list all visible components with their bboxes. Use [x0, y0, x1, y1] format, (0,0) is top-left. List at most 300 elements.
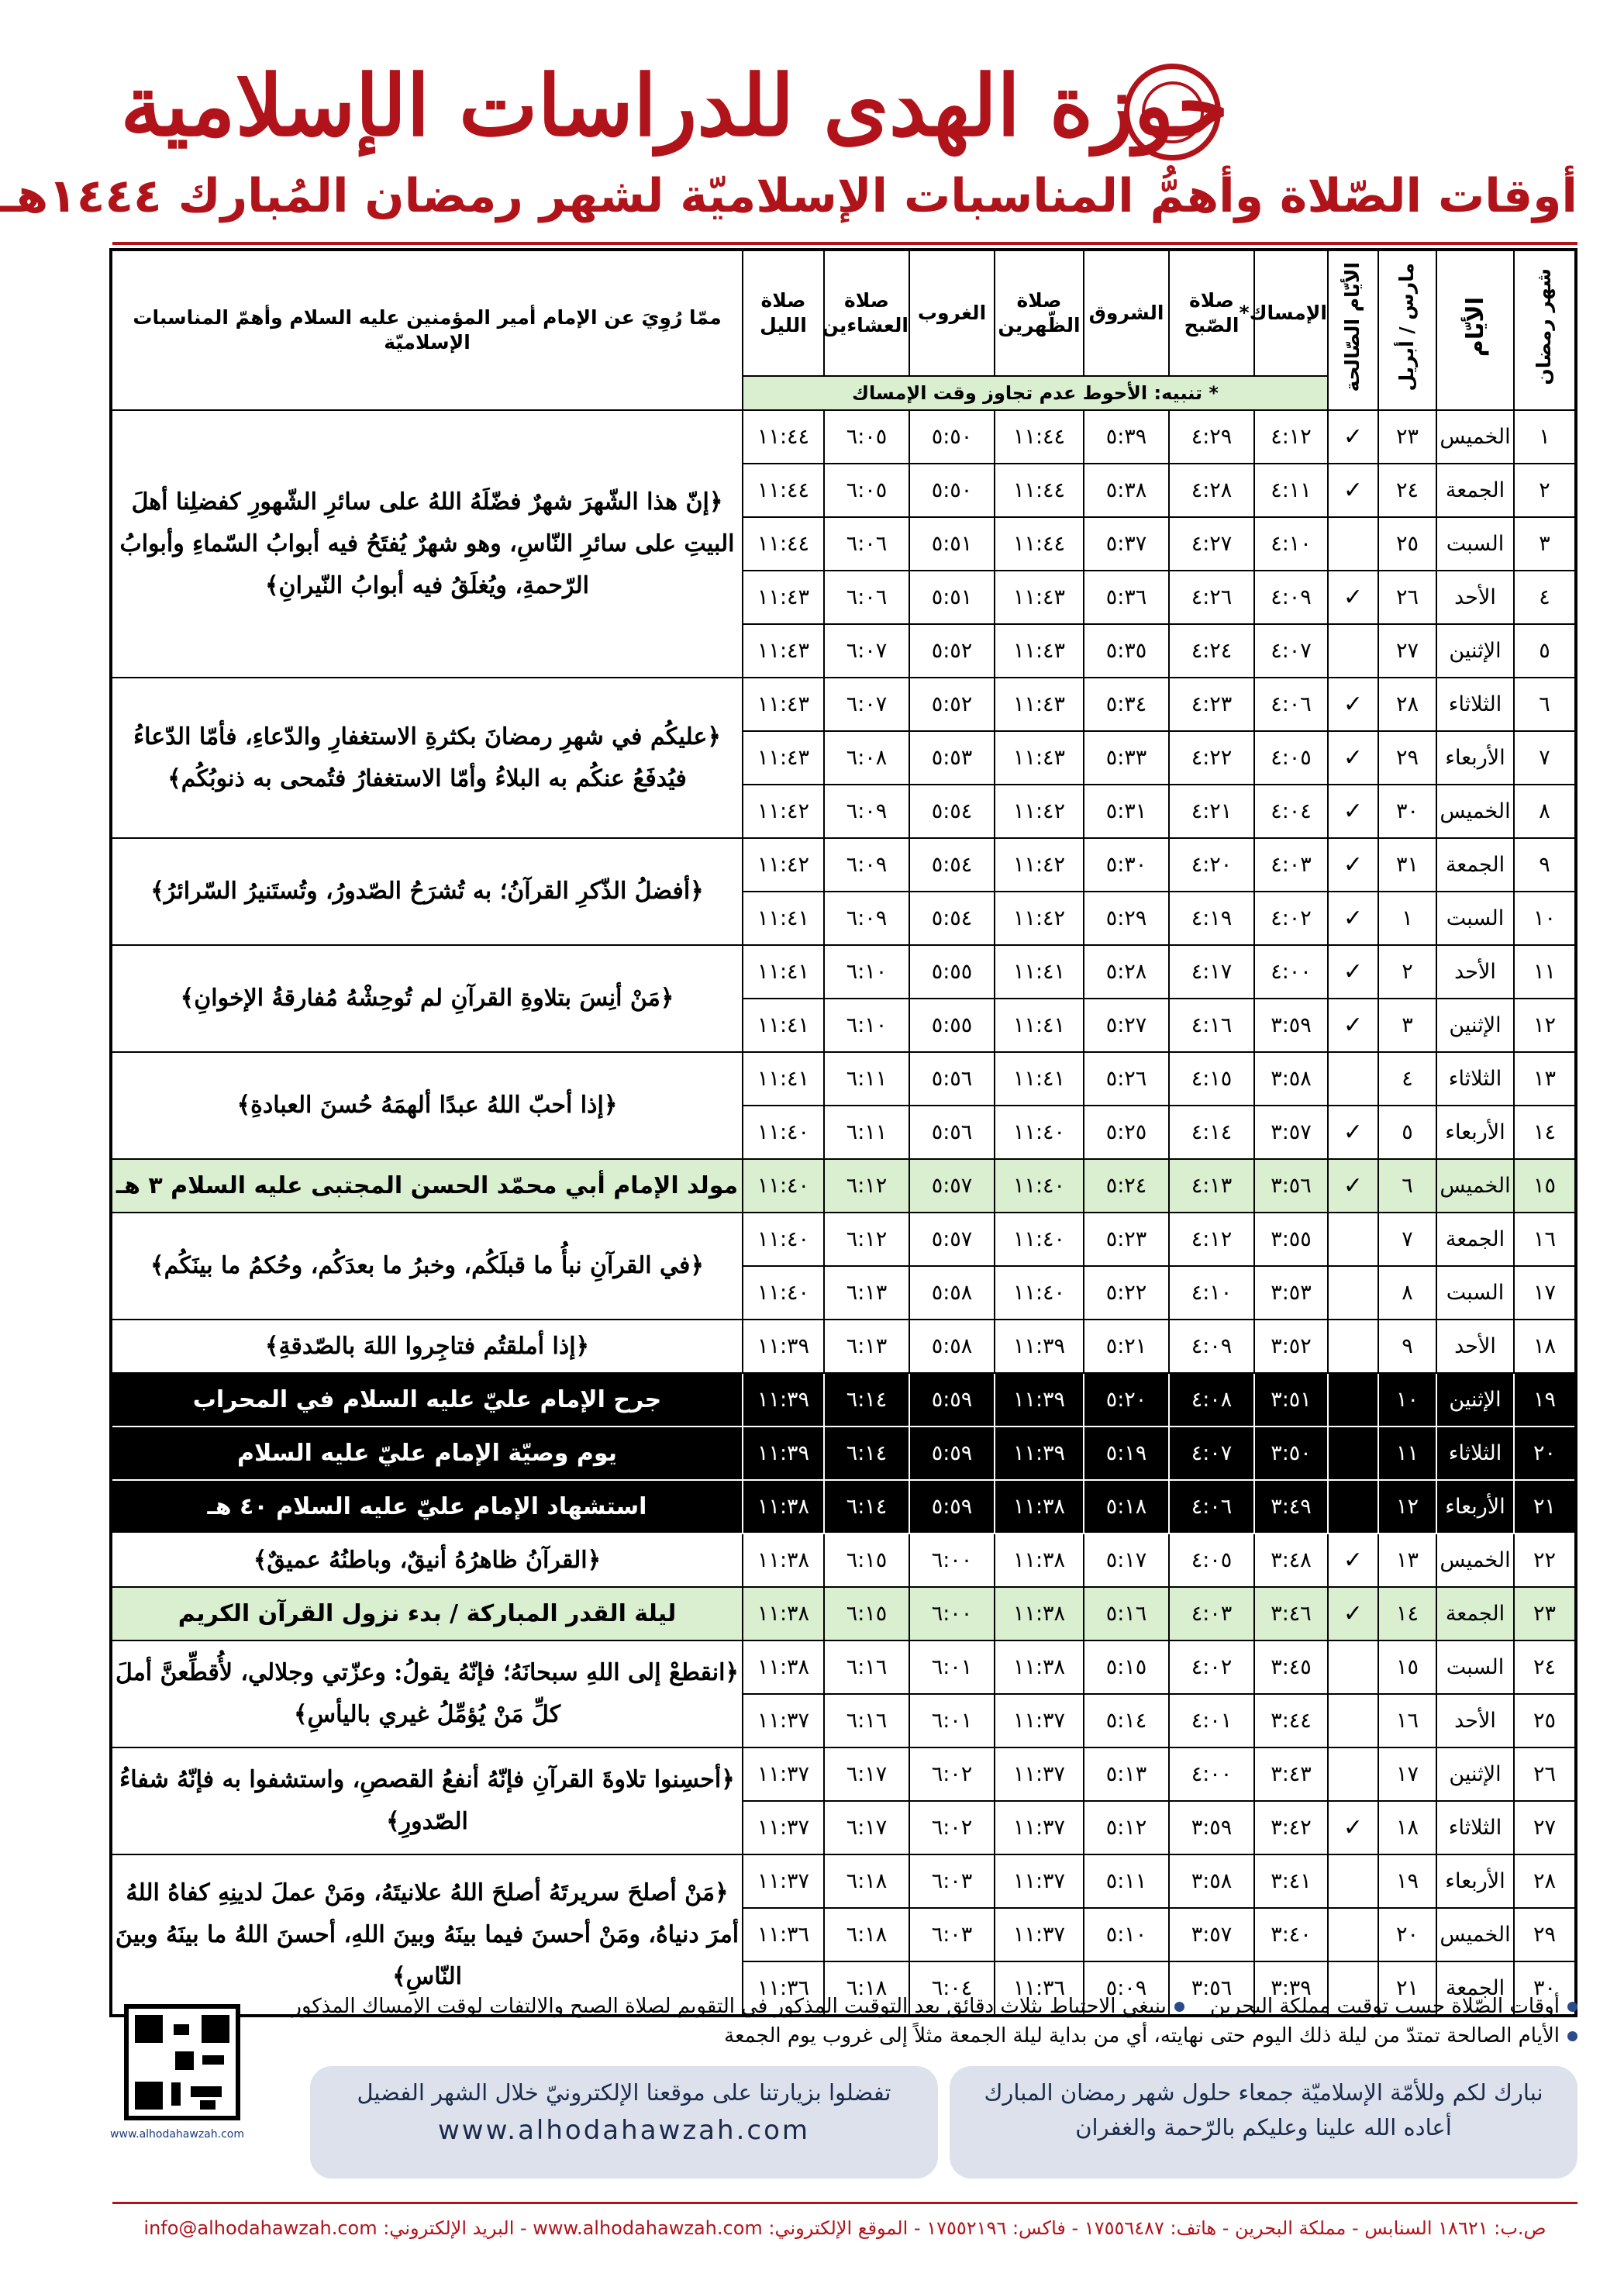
greg-date: ١٩: [1378, 1854, 1436, 1908]
sunrise-time: ٥:١٦: [1084, 1587, 1169, 1640]
header: [66, 23, 1624, 171]
fajr-time: ٤:٠٢: [1169, 1640, 1254, 1694]
imsak-time: ٤:٠٠: [1254, 945, 1328, 999]
dhuhr-time: ١١:٤٠: [995, 1106, 1084, 1159]
sunrise-time: ٥:١٣: [1084, 1747, 1169, 1801]
lail-time: ١١:٤٤: [743, 464, 824, 517]
ramadan-day: ٢٤: [1514, 1640, 1576, 1694]
greg-date: ١٥: [1378, 1640, 1436, 1694]
isha-time: ٦:١٥: [824, 1587, 909, 1640]
fajr-time: ٤:٢٤: [1169, 624, 1254, 678]
good-day-check: ✓: [1328, 945, 1378, 999]
isha-time: ٦:١٤: [824, 1427, 909, 1480]
sunrise-time: ٥:١٥: [1084, 1640, 1169, 1694]
sunrise-time: ٥:١١: [1084, 1854, 1169, 1908]
isha-time: ٦:٠٩: [824, 892, 909, 945]
sunrise-time: ٥:٣٩: [1084, 410, 1169, 464]
col-imsak: الإمساك*: [1254, 250, 1328, 376]
greg-date: ١: [1378, 892, 1436, 945]
col-marapr: مارس / أبريل: [1378, 250, 1436, 410]
fajr-time: ٣:٥٦: [1169, 1961, 1254, 2016]
ramadan-day: ٦: [1514, 678, 1576, 731]
maghrib-time: ٥:٥٢: [909, 624, 995, 678]
greg-date: ٢١: [1378, 1961, 1436, 2016]
table-row: [111, 1320, 1576, 1373]
maghrib-time: ٦:٠٢: [909, 1801, 995, 1854]
maghrib-time: ٥:٥٣: [909, 731, 995, 785]
ramadan-day: ٢: [1514, 464, 1576, 517]
imsak-time: ٣:٤٠: [1254, 1908, 1328, 1961]
narration-cell: ﴿انقطعْ إلى اللهِ سبحانَهُ؛ فإنّهُ يقولُ: وعزّتي وجلالي، لأُقطِّعنَّ أملَ كلِّ مَنْ يُؤمِّلُ غيري باليأسِ﴾: [111, 1640, 743, 1747]
maghrib-time: ٦:٠٤: [909, 1961, 995, 2016]
weekday: السبت: [1436, 892, 1514, 945]
lail-time: ١١:٤٠: [743, 1106, 824, 1159]
footer-divider: [112, 2202, 1577, 2204]
lail-time: ١١:٣٦: [743, 1961, 824, 2016]
logo-calligraphy: حوزة الهدى للدراسات الإسلامية: [120, 57, 1229, 155]
sunrise-time: ٥:٢٩: [1084, 892, 1169, 945]
dhuhr-time: ١١:٤١: [995, 999, 1084, 1052]
fajr-time: ٤:٢٧: [1169, 517, 1254, 571]
dhuhr-time: ١١:٣٨: [995, 1480, 1084, 1534]
sunrise-time: ٥:١٢: [1084, 1801, 1169, 1854]
imsak-time: ٣:٤٤: [1254, 1694, 1328, 1747]
isha-time: ٦:١٣: [824, 1266, 909, 1320]
table-row: [111, 1373, 1576, 1427]
fajr-time: ٤:٠٨: [1169, 1373, 1254, 1427]
greg-date: ٢٩: [1378, 731, 1436, 785]
greg-date: ٤: [1378, 1052, 1436, 1106]
good-day-check: [1328, 1694, 1378, 1747]
good-day-check: ✓: [1328, 838, 1378, 892]
lail-time: ١١:٣٩: [743, 1373, 824, 1427]
good-day-check: [1328, 517, 1378, 571]
maghrib-time: ٥:٥١: [909, 517, 995, 571]
dhuhr-time: ١١:٣٧: [995, 1854, 1084, 1908]
sunrise-time: ٥:١٤: [1084, 1694, 1169, 1747]
sunrise-time: ٥:٢١: [1084, 1320, 1169, 1373]
maghrib-time: ٥:٥٥: [909, 999, 995, 1052]
ramadan-day: ١٨: [1514, 1320, 1576, 1373]
table-row: [111, 678, 1576, 731]
narration-cell: ﴿إنّ هذا الشّهرَ شهرٌ فضّلَهُ اللهُ على سائرِ الشّهورِ كفضلِنا أهلَ البيتِ على سائرِ النّاسِ، وهو شهرٌ يُفتَحُ فيه أبوابُ السّماءِ وأبوابُ الرّحمةِ، ويُغلَقُ فيه أبوابُ النّيرانِ﴾: [111, 410, 743, 678]
lail-time: ١١:٤٤: [743, 517, 824, 571]
isha-time: ٦:١٤: [824, 1373, 909, 1427]
greg-date: ١١: [1378, 1427, 1436, 1480]
isha-time: ٦:٠٩: [824, 785, 909, 838]
lail-time: ١١:٣٨: [743, 1587, 824, 1640]
maghrib-time: ٥:٥٧: [909, 1213, 995, 1266]
maghrib-time: ٦:٠٣: [909, 1908, 995, 1961]
weekday: السبت: [1436, 517, 1514, 571]
col-lail: صلاة الليل: [743, 250, 824, 376]
maghrib-time: ٥:٥٦: [909, 1052, 995, 1106]
occasion-cell: يوم وصيّة الإمام عليّ عليه السلام: [111, 1427, 743, 1480]
sunrise-time: ٥:٢٠: [1084, 1373, 1169, 1427]
ramadan-day: ١٠: [1514, 892, 1576, 945]
website-link[interactable]: www.alhodahawzah.com: [437, 2114, 810, 2146]
good-day-check: ✓: [1328, 1159, 1378, 1213]
fajr-time: ٤:٠٧: [1169, 1427, 1254, 1480]
isha-time: ٦:١١: [824, 1052, 909, 1106]
weekday: الإثنين: [1436, 624, 1514, 678]
fajr-time: ٤:٠٠: [1169, 1747, 1254, 1801]
occasion-cell: جرح الإمام عليّ عليه السلام في المحراب: [111, 1373, 743, 1427]
col-isha: صلاة العشاءين: [824, 250, 909, 376]
weekday: الثلاثاء: [1436, 1052, 1514, 1106]
sunrise-time: ٥:٢٧: [1084, 999, 1169, 1052]
maghrib-time: ٥:٥٤: [909, 785, 995, 838]
greeting-line-1: نبارك لكم وللأمّة الإسلاميّة جمعاء حلول شهر رمضان المبارك: [984, 2079, 1543, 2106]
sunrise-time: ٥:٣٨: [1084, 464, 1169, 517]
fajr-time: ٤:١٧: [1169, 945, 1254, 999]
lail-time: ١١:٣٩: [743, 1320, 824, 1373]
imsak-time: ٤:٠٦: [1254, 678, 1328, 731]
isha-time: ٦:١٨: [824, 1961, 909, 2016]
sunrise-time: ٥:٢٢: [1084, 1266, 1169, 1320]
ramadan-day: ٢٢: [1514, 1534, 1576, 1587]
table-row: [111, 1052, 1576, 1106]
sunrise-time: ٥:١٧: [1084, 1534, 1169, 1587]
narration-cell: ﴿مَنْ أنِسَ بتلاوةِ القرآنِ لم تُوحِشْهُ مُفارقةُ الإخوانِ﴾: [111, 945, 743, 1052]
fajr-time: ٤:٠٣: [1169, 1587, 1254, 1640]
greg-date: ٢٦: [1378, 571, 1436, 624]
sunrise-time: ٥:٢٣: [1084, 1213, 1169, 1266]
ramadan-day: ٣: [1514, 517, 1576, 571]
isha-time: ٦:٠٦: [824, 571, 909, 624]
dhuhr-time: ١١:٤٠: [995, 1213, 1084, 1266]
dhuhr-time: ١١:٣٨: [995, 1534, 1084, 1587]
greg-date: ٢٤: [1378, 464, 1436, 517]
table-row: [111, 1640, 1576, 1694]
good-day-check: ✓: [1328, 892, 1378, 945]
greg-date: ٨: [1378, 1266, 1436, 1320]
greg-date: ٢٧: [1378, 624, 1436, 678]
isha-time: ٦:١٢: [824, 1213, 909, 1266]
fajr-time: ٤:١٢: [1169, 1213, 1254, 1266]
fajr-time: ٤:٠٩: [1169, 1320, 1254, 1373]
fajr-time: ٤:٢٩: [1169, 410, 1254, 464]
maghrib-time: ٥:٥٨: [909, 1266, 995, 1320]
weekday: الجمعة: [1436, 838, 1514, 892]
narration-cell: ﴿إذا أحبّ اللهُ عبدًا ألهمَهُ حُسنَ العبادةِ﴾: [111, 1052, 743, 1159]
dhuhr-time: ١١:٤٠: [995, 1159, 1084, 1213]
imsak-time: ٣:٤٣: [1254, 1747, 1328, 1801]
table-row: [111, 1480, 1576, 1534]
dhuhr-time: ١١:٤٢: [995, 785, 1084, 838]
footnotes: [213, 1992, 1577, 2051]
sunrise-time: ٥:٢٦: [1084, 1052, 1169, 1106]
weekday: السبت: [1436, 1266, 1514, 1320]
table-row: [111, 1747, 1576, 1801]
isha-time: ٦:١٨: [824, 1908, 909, 1961]
website-invite: تفضلوا بزيارتنا على موقعنا الإلكترونيّ خلال الشهر الفضيل: [357, 2079, 891, 2106]
lail-time: ١١:٤٠: [743, 1266, 824, 1320]
fajr-time: ٤:٠٦: [1169, 1480, 1254, 1534]
maghrib-time: ٥:٥٠: [909, 410, 995, 464]
ramadan-day: ٣٠: [1514, 1961, 1576, 2016]
dhuhr-time: ١١:٤٣: [995, 678, 1084, 731]
lail-time: ١١:٤١: [743, 892, 824, 945]
greg-date: ١٦: [1378, 1694, 1436, 1747]
imsak-time: ٣:٤٨: [1254, 1534, 1328, 1587]
greg-date: ٣١: [1378, 838, 1436, 892]
greg-date: ١٣: [1378, 1534, 1436, 1587]
fajr-time: ٤:٢١: [1169, 785, 1254, 838]
imsak-time: ٣:٥٩: [1254, 999, 1328, 1052]
maghrib-time: ٥:٥٩: [909, 1373, 995, 1427]
ramadan-day: ٩: [1514, 838, 1576, 892]
imsak-time: ٣:٤٥: [1254, 1640, 1328, 1694]
lail-time: ١١:٤٠: [743, 1213, 824, 1266]
title-divider: [112, 242, 1577, 245]
fajr-time: ٤:٢٢: [1169, 731, 1254, 785]
greg-date: ٢٠: [1378, 1908, 1436, 1961]
weekday: السبت: [1436, 1640, 1514, 1694]
greg-date: ٧: [1378, 1213, 1436, 1266]
maghrib-time: ٦:٠٢: [909, 1747, 995, 1801]
ramadan-day: ١: [1514, 410, 1576, 464]
table-row: [111, 1159, 1576, 1213]
weekday: الأحد: [1436, 1320, 1514, 1373]
imsak-time: ٣:٤٢: [1254, 1801, 1328, 1854]
lail-time: ١١:٤١: [743, 945, 824, 999]
bullet-icon: [1567, 2002, 1577, 2012]
weekday: الجمعة: [1436, 1587, 1514, 1640]
occasion-cell: ليلة القدر المباركة / بدء نزول القرآن الكريم: [111, 1587, 743, 1640]
weekday: الخميس: [1436, 1534, 1514, 1587]
imsak-time: ٤:٠٣: [1254, 838, 1328, 892]
narration-cell: ﴿أحسِنوا تلاوةَ القرآنِ فإنّهُ أنفعُ القصصِ، واستشفوا به فإنّهُ شفاءُ الصّدورِ﴾: [111, 1747, 743, 1854]
good-day-check: [1328, 1747, 1378, 1801]
qr-code-icon[interactable]: [124, 2004, 240, 2120]
weekday: الإثنين: [1436, 999, 1514, 1052]
greg-date: ٩: [1378, 1320, 1436, 1373]
lail-time: ١١:٤٣: [743, 678, 824, 731]
sunrise-time: ٥:١٨: [1084, 1480, 1169, 1534]
greg-date: ١٤: [1378, 1587, 1436, 1640]
imsak-time: ٤:١٢: [1254, 410, 1328, 464]
good-day-check: [1328, 1427, 1378, 1480]
good-day-check: ✓: [1328, 731, 1378, 785]
good-day-check: ✓: [1328, 464, 1378, 517]
imsak-time: ٤:١١: [1254, 464, 1328, 517]
col-dhuhr: صلاة الظّهرين: [995, 250, 1084, 376]
good-day-check: ✓: [1328, 1801, 1378, 1854]
ramadan-day: ١٦: [1514, 1213, 1576, 1266]
greg-date: ٢٥: [1378, 517, 1436, 571]
maghrib-time: ٥:٥٦: [909, 1106, 995, 1159]
maghrib-time: ٥:٥٥: [909, 945, 995, 999]
table-row: [111, 410, 1576, 464]
good-day-check: [1328, 1266, 1378, 1320]
fajr-time: ٤:١٩: [1169, 892, 1254, 945]
isha-time: ٦:١٣: [824, 1320, 909, 1373]
imsak-time: ٣:٥٠: [1254, 1427, 1328, 1480]
ramadan-day: ٥: [1514, 624, 1576, 678]
greg-date: ١٧: [1378, 1747, 1436, 1801]
page-title: أوقات الصّلاة وأهمُّ المناسبات الإسلاميّة لشهر رمضان المُبارك ١٤٤٤هـ: [0, 169, 1577, 223]
isha-time: ٦:٠٦: [824, 517, 909, 571]
contact-footer: ص.ب: ١٨٦٢١ السنابس - مملكة البحرين - هاتف: ١٧٥٥٦٤٨٧ - فاكس: ١٧٥٥٢١٩٦ - الموقع الإلكتروني: www.alhodahawzah.com - البريد الإلكتروني: info@alhodahawzah.com: [143, 2217, 1546, 2239]
weekday: الثلاثاء: [1436, 1801, 1514, 1854]
good-day-check: [1328, 1213, 1378, 1266]
isha-time: ٦:١٧: [824, 1747, 909, 1801]
fajr-time: ٤:٢٠: [1169, 838, 1254, 892]
lail-time: ١١:٤١: [743, 999, 824, 1052]
ramadan-day: ٢٦: [1514, 1747, 1576, 1801]
isha-time: ٦:١٢: [824, 1159, 909, 1213]
isha-time: ٦:١٠: [824, 999, 909, 1052]
sunrise-time: ٥:١٩: [1084, 1427, 1169, 1480]
greg-date: ١٠: [1378, 1373, 1436, 1427]
dhuhr-time: ١١:٤٤: [995, 517, 1084, 571]
lail-time: ١١:٤١: [743, 1052, 824, 1106]
sunrise-time: ٥:٣٤: [1084, 678, 1169, 731]
isha-time: ٦:٠٨: [824, 731, 909, 785]
weekday: الثلاثاء: [1436, 1427, 1514, 1480]
ramadan-day: ٨: [1514, 785, 1576, 838]
weekday: الأحد: [1436, 571, 1514, 624]
lail-time: ١١:٣٨: [743, 1640, 824, 1694]
sunrise-time: ٥:٣٥: [1084, 624, 1169, 678]
dhuhr-time: ١١:٤٢: [995, 892, 1084, 945]
col-day: الأيّام: [1436, 250, 1514, 410]
greg-date: ٦: [1378, 1159, 1436, 1213]
lail-time: ١١:٣٧: [743, 1801, 824, 1854]
fajr-time: ٤:١٥: [1169, 1052, 1254, 1106]
maghrib-time: ٥:٥٩: [909, 1480, 995, 1534]
good-day-check: ✓: [1328, 1106, 1378, 1159]
good-day-check: [1328, 1052, 1378, 1106]
isha-time: ٦:١٤: [824, 1480, 909, 1534]
imsak-time: ٣:٥٦: [1254, 1159, 1328, 1213]
lail-time: ١١:٣٧: [743, 1694, 824, 1747]
dhuhr-time: ١١:٤١: [995, 945, 1084, 999]
dhuhr-time: ١١:٣٨: [995, 1640, 1084, 1694]
sunrise-time: ٥:١٠: [1084, 1908, 1169, 1961]
imsak-time: ٣:٥٨: [1254, 1052, 1328, 1106]
ramadan-day: ٢٨: [1514, 1854, 1576, 1908]
sunrise-time: ٥:٢٥: [1084, 1106, 1169, 1159]
col-fajr: صلاة الصّبح: [1169, 250, 1254, 376]
good-day-check: [1328, 1480, 1378, 1534]
maghrib-time: ٥:٥٢: [909, 678, 995, 731]
qr-caption: www.alhodahawzah.com: [110, 2128, 244, 2141]
weekday: الأربعاء: [1436, 1854, 1514, 1908]
occasion-cell: مولد الإمام أبي محمّد الحسن المجتبى عليه السلام ٣ هـ: [111, 1159, 743, 1213]
greeting-box: [950, 2066, 1577, 2179]
narration-cell: ﴿أفضلُ الذّكرِ القرآنُ؛ به تُشرَحُ الصّدورُ، وتُستَنيرُ السّرائرُ﴾: [111, 838, 743, 945]
imsak-time: ٣:٤٦: [1254, 1587, 1328, 1640]
bullet-icon: [1174, 2002, 1184, 2012]
imsak-time: ٣:٥١: [1254, 1373, 1328, 1427]
isha-time: ٦:٠٥: [824, 410, 909, 464]
sunrise-time: ٥:٣٣: [1084, 731, 1169, 785]
imsak-time: ٣:٥٧: [1254, 1106, 1328, 1159]
isha-time: ٦:٠٩: [824, 838, 909, 892]
fajr-time: ٤:٠١: [1169, 1694, 1254, 1747]
lail-time: ١١:٣٧: [743, 1854, 824, 1908]
lail-time: ١١:٣٨: [743, 1480, 824, 1534]
lail-time: ١١:٣٧: [743, 1747, 824, 1801]
occasion-cell: استشهاد الإمام عليّ عليه السلام ٤٠ هـ: [111, 1480, 743, 1534]
dhuhr-time: ١١:٤٢: [995, 838, 1084, 892]
greg-date: ٢٨: [1378, 678, 1436, 731]
imsak-time: ٣:٣٩: [1254, 1961, 1328, 2016]
dhuhr-time: ١١:٤٤: [995, 410, 1084, 464]
sunrise-time: ٥:٢٤: [1084, 1159, 1169, 1213]
dhuhr-time: ١١:٤٣: [995, 731, 1084, 785]
isha-time: ٦:١٧: [824, 1801, 909, 1854]
good-day-check: ✓: [1328, 785, 1378, 838]
dhuhr-time: ١١:٤٤: [995, 464, 1084, 517]
maghrib-time: ٦:٠٠: [909, 1587, 995, 1640]
greg-date: ١٢: [1378, 1480, 1436, 1534]
table-row: [111, 1213, 1576, 1266]
fajr-time: ٤:١٤: [1169, 1106, 1254, 1159]
ramadan-day: ١٥: [1514, 1159, 1576, 1213]
isha-time: ٦:١٠: [824, 945, 909, 999]
imsak-note: * تنبيه: الأحوط عدم تجاوز وقت الإمساك: [743, 376, 1328, 410]
fajr-time: ٣:٥٧: [1169, 1908, 1254, 1961]
isha-time: ٦:٠٥: [824, 464, 909, 517]
imsak-time: ٤:٠٥: [1254, 731, 1328, 785]
greeting-line-2: أعاده الله علينا وعليكم بالرّحمة والغفران: [1075, 2113, 1452, 2141]
greg-date: ٣٠: [1378, 785, 1436, 838]
ramadan-day: ٢٧: [1514, 1801, 1576, 1854]
lail-time: ١١:٣٦: [743, 1908, 824, 1961]
table-row: [111, 945, 1576, 999]
imsak-time: ٣:٥٣: [1254, 1266, 1328, 1320]
good-day-check: ✓: [1328, 678, 1378, 731]
fajr-time: ٣:٥٨: [1169, 1854, 1254, 1908]
dhuhr-time: ١١:٣٦: [995, 1961, 1084, 2016]
maghrib-time: ٥:٥٨: [909, 1320, 995, 1373]
lail-time: ١١:٤٢: [743, 838, 824, 892]
maghrib-time: ٦:٠١: [909, 1694, 995, 1747]
greg-date: ٢٣: [1378, 410, 1436, 464]
narration-cell: ﴿في القرآنِ نبأُ ما قبلَكُم، وخبرُ ما بعدَكُم، وحُكمُ ما بينَكُم﴾: [111, 1213, 743, 1320]
ramadan-day: ١٧: [1514, 1266, 1576, 1320]
narrations-header: ممّا رُوِيَ عن الإمام أمير المؤمنين عليه السلام وأهمّ المناسبات الإسلاميّة: [111, 250, 743, 410]
ramadan-day: ٢٣: [1514, 1587, 1576, 1640]
imsak-time: ٣:٥٢: [1254, 1320, 1328, 1373]
dhuhr-time: ١١:٤٣: [995, 571, 1084, 624]
isha-time: ٦:١٦: [824, 1694, 909, 1747]
note-1: أوقات الصّلاة حسب توقيت مملكة البحرين: [1209, 1995, 1560, 2018]
imsak-time: ٣:٥٥: [1254, 1213, 1328, 1266]
lail-time: ١١:٤٢: [743, 785, 824, 838]
fajr-time: ٤:١٦: [1169, 999, 1254, 1052]
good-day-check: [1328, 1373, 1378, 1427]
sunrise-time: ٥:٣١: [1084, 785, 1169, 838]
good-day-check: [1328, 624, 1378, 678]
fajr-time: ٤:٢٨: [1169, 464, 1254, 517]
fajr-time: ٤:١٣: [1169, 1159, 1254, 1213]
fajr-time: ٤:١٠: [1169, 1266, 1254, 1320]
dhuhr-time: ١١:٤٠: [995, 1266, 1084, 1320]
sunrise-time: ٥:٠٩: [1084, 1961, 1169, 2016]
table-body: [111, 410, 1576, 2016]
weekday: الأربعاء: [1436, 1480, 1514, 1534]
website-box: [310, 2066, 938, 2179]
isha-time: ٦:١١: [824, 1106, 909, 1159]
sunrise-time: ٥:٢٨: [1084, 945, 1169, 999]
dhuhr-time: ١١:٣٧: [995, 1747, 1084, 1801]
greg-date: ٣: [1378, 999, 1436, 1052]
note-3: الأيام الصالحة تمتدّ من ليلة ذلك اليوم حتى نهايته، أي من بداية ليلة الجمعة مثلاً إلى غروب يوم الجمعة: [724, 2023, 1560, 2048]
